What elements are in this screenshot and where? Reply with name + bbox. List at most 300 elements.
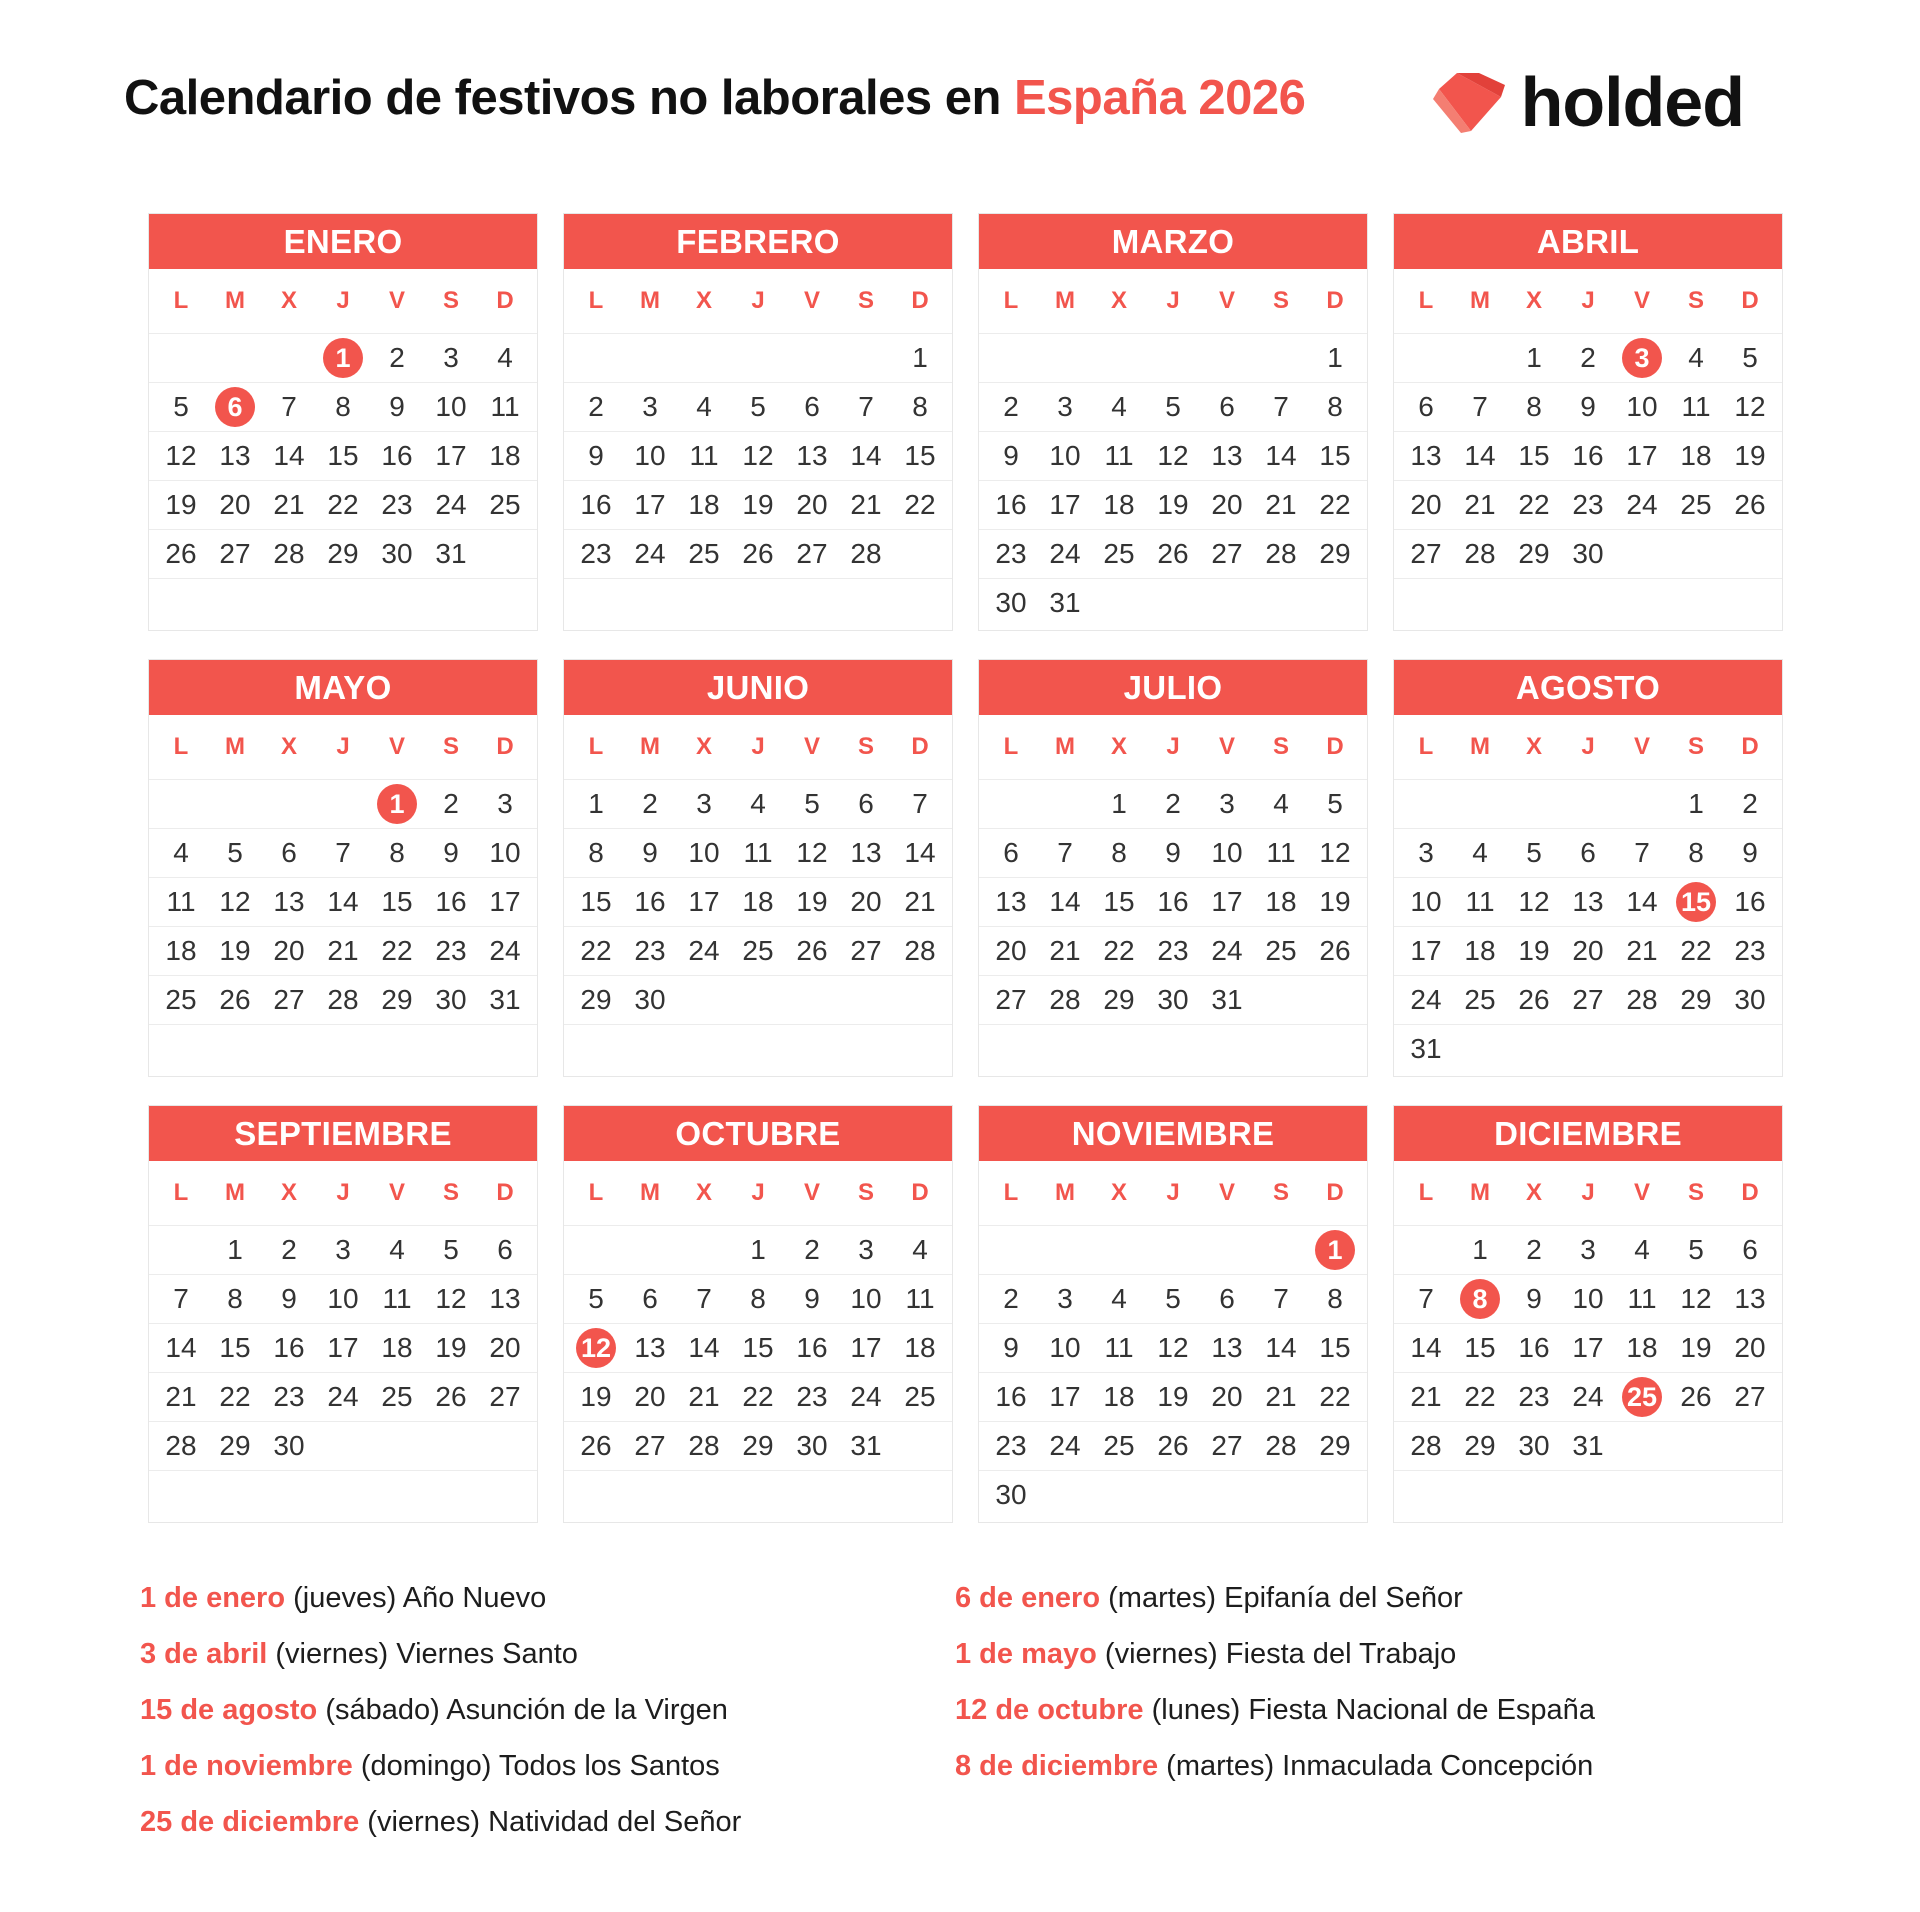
calendar-day xyxy=(478,878,532,926)
day-number: 11 xyxy=(490,391,520,422)
weekday-label: M xyxy=(1055,733,1075,760)
empty-day xyxy=(785,1025,839,1073)
day-number: 4 xyxy=(1688,342,1704,373)
weekday-row xyxy=(564,1161,952,1226)
week-row xyxy=(1394,1324,1782,1373)
calendar-day xyxy=(731,481,785,529)
holiday-date: 6 de enero xyxy=(955,1582,1101,1614)
day-number: 6 xyxy=(1580,837,1596,868)
calendar-day xyxy=(1146,1275,1200,1323)
day-number: 11 xyxy=(382,1283,412,1314)
weekday-label: J xyxy=(1581,1179,1595,1206)
day-number: 12 xyxy=(219,886,251,917)
calendar-day xyxy=(424,383,478,431)
weekday-label: X xyxy=(280,287,297,314)
calendar-day xyxy=(1254,530,1308,578)
title-accent: España 2026 xyxy=(1014,71,1306,125)
calendar-day xyxy=(731,1373,785,1421)
weekday-label: M xyxy=(640,733,660,760)
calendar-day xyxy=(1507,1226,1561,1274)
weekday-label: D xyxy=(496,1179,514,1206)
empty-day xyxy=(1453,1025,1507,1073)
day-number: 22 xyxy=(219,1381,251,1412)
week-row xyxy=(564,1025,952,1073)
calendar-day xyxy=(1453,878,1507,926)
empty-day xyxy=(677,579,731,627)
day-number: 26 xyxy=(742,538,774,569)
calendar-day xyxy=(839,1373,893,1421)
calendar-day xyxy=(1092,976,1146,1024)
day-number: 16 xyxy=(580,489,612,520)
day-number: 25 xyxy=(1464,984,1496,1015)
month-name: OCTUBRE xyxy=(564,1106,952,1161)
weekday-label: M xyxy=(640,287,660,314)
month-calendar xyxy=(1393,213,1783,631)
page-title xyxy=(124,70,1305,126)
day-number: 9 xyxy=(281,1283,297,1314)
empty-day xyxy=(1507,1471,1561,1519)
calendar-day xyxy=(1399,976,1453,1024)
empty-day xyxy=(424,1422,478,1470)
empty-day xyxy=(1615,1471,1669,1519)
calendar-day xyxy=(424,878,478,926)
calendar-day xyxy=(1308,780,1362,828)
calendar-day xyxy=(478,976,532,1024)
calendar-day xyxy=(478,1373,532,1421)
empty-day xyxy=(731,976,785,1024)
week-row xyxy=(979,976,1367,1025)
week-row xyxy=(564,432,952,481)
calendar-day xyxy=(478,432,532,480)
day-number: 5 xyxy=(227,837,243,868)
day-number: 7 xyxy=(1273,1283,1289,1314)
calendar-day xyxy=(839,432,893,480)
day-number: 23 xyxy=(273,1381,305,1412)
calendar-day xyxy=(839,1275,893,1323)
empty-day xyxy=(839,1471,893,1519)
calendar-day xyxy=(731,878,785,926)
day-number: 4 xyxy=(389,1234,405,1265)
calendar-day xyxy=(984,1373,1038,1421)
weekday-label: V xyxy=(1633,733,1650,760)
empty-day xyxy=(1723,579,1777,627)
day-number: 22 xyxy=(580,935,612,966)
calendar-day xyxy=(623,878,677,926)
day-number: 25 xyxy=(904,1381,936,1412)
empty-day xyxy=(1254,579,1308,627)
week-row xyxy=(1394,481,1782,530)
day-number: 3 xyxy=(1622,338,1662,378)
day-number: 15 xyxy=(219,1332,251,1363)
empty-day xyxy=(731,1471,785,1519)
calendar-day xyxy=(1200,1275,1254,1323)
calendar-day xyxy=(1254,829,1308,877)
day-number: 3 xyxy=(858,1234,874,1265)
calendar-day xyxy=(1146,878,1200,926)
calendar-day xyxy=(1507,1324,1561,1372)
empty-day xyxy=(208,579,262,627)
day-number: 2 xyxy=(804,1234,820,1265)
calendar-day xyxy=(1561,1275,1615,1323)
calendar-day xyxy=(731,1275,785,1323)
day-number: 7 xyxy=(912,788,928,819)
day-number: 22 xyxy=(1319,489,1351,520)
calendar-day xyxy=(154,927,208,975)
calendar-day xyxy=(569,481,623,529)
calendar-day xyxy=(370,927,424,975)
calendar-day xyxy=(154,1373,208,1421)
day-number: 6 xyxy=(1742,1234,1758,1265)
day-number: 15 xyxy=(1676,882,1716,922)
day-number: 31 xyxy=(489,984,521,1015)
calendar-day xyxy=(262,530,316,578)
day-number: 18 xyxy=(1464,935,1496,966)
calendar-day xyxy=(1146,1324,1200,1372)
calendar-day xyxy=(208,878,262,926)
empty-day xyxy=(478,530,532,578)
day-number: 1 xyxy=(323,338,363,378)
day-number: 10 xyxy=(1572,1283,1604,1314)
calendar-day xyxy=(208,481,262,529)
day-number: 13 xyxy=(1211,1332,1243,1363)
day-number: 5 xyxy=(1688,1234,1704,1265)
day-number: 13 xyxy=(1572,886,1604,917)
weekday-label: D xyxy=(496,287,514,314)
holiday-entry xyxy=(140,1804,955,1840)
week-row xyxy=(564,1275,952,1324)
empty-day xyxy=(1453,579,1507,627)
calendar-day xyxy=(370,1324,424,1372)
day-number: 15 xyxy=(1103,886,1135,917)
holiday-name: Todos los Santos xyxy=(498,1750,720,1782)
calendar-day xyxy=(262,829,316,877)
day-number: 4 xyxy=(1472,837,1488,868)
week-row xyxy=(149,432,537,481)
week-row xyxy=(564,383,952,432)
day-number: 29 xyxy=(219,1430,251,1461)
day-number: 17 xyxy=(850,1332,882,1363)
calendar-day xyxy=(785,1422,839,1470)
calendar-day xyxy=(1669,927,1723,975)
day-number: 14 xyxy=(1265,1332,1297,1363)
day-number: 11 xyxy=(1681,391,1711,422)
day-number: 28 xyxy=(327,984,359,1015)
empty-day xyxy=(1254,976,1308,1024)
calendar-day xyxy=(316,383,370,431)
empty-day xyxy=(1146,1226,1200,1274)
holiday-weekday: (martes) xyxy=(1108,1582,1217,1614)
week-row xyxy=(1394,579,1782,627)
empty-day xyxy=(1615,530,1669,578)
day-number: 27 xyxy=(489,1381,521,1412)
calendar-day xyxy=(1615,432,1669,480)
day-number: 15 xyxy=(742,1332,774,1363)
calendar-day xyxy=(839,481,893,529)
day-number: 20 xyxy=(273,935,305,966)
calendar-day xyxy=(1723,976,1777,1024)
empty-day xyxy=(1200,579,1254,627)
calendar-day xyxy=(154,878,208,926)
calendar-day xyxy=(1308,334,1362,382)
calendar-day xyxy=(1146,530,1200,578)
calendar-day xyxy=(316,927,370,975)
day-number: 19 xyxy=(1157,489,1189,520)
empty-day xyxy=(1453,780,1507,828)
calendar-day xyxy=(1453,1373,1507,1421)
calendar-day xyxy=(154,481,208,529)
holiday-day xyxy=(569,1324,623,1372)
day-number: 10 xyxy=(489,837,521,868)
day-number: 30 xyxy=(634,984,666,1015)
calendar-day xyxy=(569,1275,623,1323)
calendar-day xyxy=(1669,1226,1723,1274)
empty-day xyxy=(1308,579,1362,627)
week-row xyxy=(564,334,952,383)
empty-day xyxy=(623,1025,677,1073)
day-number: 20 xyxy=(1572,935,1604,966)
calendar-day xyxy=(1669,1275,1723,1323)
day-number: 15 xyxy=(580,886,612,917)
calendar-day xyxy=(370,976,424,1024)
calendar-day xyxy=(1507,1275,1561,1323)
calendar-day xyxy=(1399,432,1453,480)
week-row xyxy=(979,878,1367,927)
weekday-label: L xyxy=(1003,287,1019,314)
empty-day xyxy=(154,1025,208,1073)
day-number: 29 xyxy=(327,538,359,569)
calendar-day xyxy=(623,780,677,828)
day-number: 21 xyxy=(165,1381,197,1412)
day-number: 6 xyxy=(858,788,874,819)
empty-day xyxy=(208,1471,262,1519)
empty-day xyxy=(677,1025,731,1073)
holiday-date: 15 de agosto xyxy=(140,1694,318,1726)
calendar-day xyxy=(1399,1025,1453,1073)
day-number: 24 xyxy=(634,538,666,569)
empty-day xyxy=(154,780,208,828)
day-number: 18 xyxy=(742,886,774,917)
calendar-day xyxy=(1561,976,1615,1024)
calendar-day xyxy=(1200,1324,1254,1372)
calendar-day xyxy=(1092,1373,1146,1421)
day-number: 14 xyxy=(327,886,359,917)
week-row xyxy=(979,1226,1367,1275)
calendar-day xyxy=(623,1324,677,1372)
empty-day xyxy=(893,1025,947,1073)
day-number: 24 xyxy=(327,1381,359,1412)
week-row xyxy=(564,530,952,579)
weekday-label: S xyxy=(1272,1179,1289,1206)
empty-day xyxy=(1200,1226,1254,1274)
day-number: 14 xyxy=(850,440,882,471)
empty-day xyxy=(785,579,839,627)
empty-day xyxy=(785,334,839,382)
calendar-day xyxy=(1092,530,1146,578)
week-row xyxy=(979,1471,1367,1519)
week-row xyxy=(979,481,1367,530)
calendar-day xyxy=(1453,1226,1507,1274)
day-number: 19 xyxy=(580,1381,612,1412)
day-number: 5 xyxy=(1526,837,1542,868)
day-number: 15 xyxy=(1319,440,1351,471)
day-number: 10 xyxy=(688,837,720,868)
day-number: 6 xyxy=(215,387,255,427)
day-number: 12 xyxy=(1518,886,1550,917)
empty-day xyxy=(623,579,677,627)
calendar-day xyxy=(731,1422,785,1470)
day-number: 6 xyxy=(1219,1283,1235,1314)
calendar-day xyxy=(1038,1324,1092,1372)
day-number: 5 xyxy=(750,391,766,422)
weekday-label: D xyxy=(1741,1179,1759,1206)
week-row xyxy=(979,780,1367,829)
calendar-day xyxy=(569,829,623,877)
empty-day xyxy=(154,1226,208,1274)
day-number: 17 xyxy=(1049,489,1081,520)
weekday-label: S xyxy=(442,733,459,760)
day-number: 12 xyxy=(1157,1332,1189,1363)
empty-day xyxy=(1561,1471,1615,1519)
empty-day xyxy=(1561,780,1615,828)
weekday-label: J xyxy=(751,1179,765,1206)
holiday-entry xyxy=(955,1580,1770,1616)
empty-day xyxy=(569,1226,623,1274)
weekday-label: M xyxy=(1470,1179,1490,1206)
calendar-day xyxy=(1669,481,1723,529)
empty-day xyxy=(316,780,370,828)
day-number: 28 xyxy=(1410,1430,1442,1461)
holidays-list xyxy=(140,1580,1780,1840)
empty-day xyxy=(893,1422,947,1470)
day-number: 19 xyxy=(742,489,774,520)
week-row xyxy=(979,927,1367,976)
weekday-label: M xyxy=(1470,287,1490,314)
weekday-label: X xyxy=(695,733,712,760)
weekday-label: J xyxy=(1166,287,1180,314)
calendar-day xyxy=(569,1422,623,1470)
page-header xyxy=(124,62,1744,142)
calendar-day xyxy=(1669,780,1723,828)
day-number: 21 xyxy=(904,886,936,917)
calendar-day xyxy=(1254,383,1308,431)
holded-logo xyxy=(1431,62,1744,142)
day-number: 11 xyxy=(1104,1332,1134,1363)
weekday-label: V xyxy=(1218,733,1235,760)
calendar-day xyxy=(1254,1373,1308,1421)
week-row xyxy=(1394,1275,1782,1324)
calendar-day xyxy=(623,1275,677,1323)
day-number: 25 xyxy=(742,935,774,966)
day-number: 11 xyxy=(1266,837,1296,868)
weekday-label: M xyxy=(1055,287,1075,314)
calendar-day xyxy=(1200,878,1254,926)
calendar-day xyxy=(1507,530,1561,578)
day-number: 4 xyxy=(1634,1234,1650,1265)
weekday-row xyxy=(979,1161,1367,1226)
empty-day xyxy=(1507,780,1561,828)
day-number: 3 xyxy=(1057,391,1073,422)
calendar-day xyxy=(316,1275,370,1323)
calendar-day xyxy=(569,530,623,578)
calendar-day xyxy=(208,1324,262,1372)
day-number: 14 xyxy=(1265,440,1297,471)
empty-day xyxy=(1399,780,1453,828)
day-number: 16 xyxy=(796,1332,828,1363)
calendar-day xyxy=(1723,829,1777,877)
calendar-day xyxy=(1561,334,1615,382)
day-number: 16 xyxy=(1518,1332,1550,1363)
calendar-day xyxy=(1723,1226,1777,1274)
calendar-day xyxy=(785,829,839,877)
day-number: 20 xyxy=(634,1381,666,1412)
day-number: 18 xyxy=(1265,886,1297,917)
weekday-label: X xyxy=(1110,733,1127,760)
empty-day xyxy=(839,1025,893,1073)
weekday-label: D xyxy=(911,287,929,314)
empty-day xyxy=(569,1471,623,1519)
day-number: 23 xyxy=(435,935,467,966)
month-calendar xyxy=(1393,1105,1783,1523)
calendar-day xyxy=(316,481,370,529)
empty-day xyxy=(1038,780,1092,828)
day-number: 14 xyxy=(1464,440,1496,471)
empty-day xyxy=(1453,1471,1507,1519)
day-number: 30 xyxy=(995,1479,1027,1510)
calendar-day xyxy=(1453,1324,1507,1372)
day-number: 14 xyxy=(273,440,305,471)
calendar-day xyxy=(893,1373,947,1421)
calendar-day xyxy=(370,530,424,578)
weekday-label: X xyxy=(695,1179,712,1206)
calendar-day xyxy=(424,1226,478,1274)
empty-day xyxy=(893,579,947,627)
day-number: 24 xyxy=(688,935,720,966)
calendar-day xyxy=(1254,481,1308,529)
week-row xyxy=(1394,1422,1782,1471)
weekday-label: X xyxy=(1525,1179,1542,1206)
empty-day xyxy=(677,976,731,1024)
calendar-day xyxy=(839,1422,893,1470)
calendar-day xyxy=(785,1226,839,1274)
calendar-day xyxy=(1254,927,1308,975)
day-number: 18 xyxy=(489,440,521,471)
day-number: 5 xyxy=(443,1234,459,1265)
calendar-day xyxy=(1399,530,1453,578)
holiday-name: Inmaculada Concepción xyxy=(1282,1750,1594,1782)
day-number: 16 xyxy=(995,489,1027,520)
calendar-day xyxy=(1561,878,1615,926)
weekday-label: D xyxy=(496,733,514,760)
day-number: 5 xyxy=(1327,788,1343,819)
day-number: 3 xyxy=(1219,788,1235,819)
calendar-day xyxy=(839,878,893,926)
day-number: 14 xyxy=(1049,886,1081,917)
day-number: 6 xyxy=(281,837,297,868)
calendar-day xyxy=(1308,1324,1362,1372)
weekday-row xyxy=(1394,1161,1782,1226)
calendar-day xyxy=(1561,481,1615,529)
day-number: 31 xyxy=(1572,1430,1604,1461)
calendar-day xyxy=(677,481,731,529)
calendar-day xyxy=(1399,878,1453,926)
empty-day xyxy=(1399,334,1453,382)
calendar-day xyxy=(1200,530,1254,578)
holiday-day xyxy=(316,334,370,382)
month-name: FEBRERO xyxy=(564,214,952,269)
calendar-day xyxy=(677,780,731,828)
calendar-day xyxy=(478,829,532,877)
holiday-name: Viernes Santo xyxy=(396,1638,578,1670)
